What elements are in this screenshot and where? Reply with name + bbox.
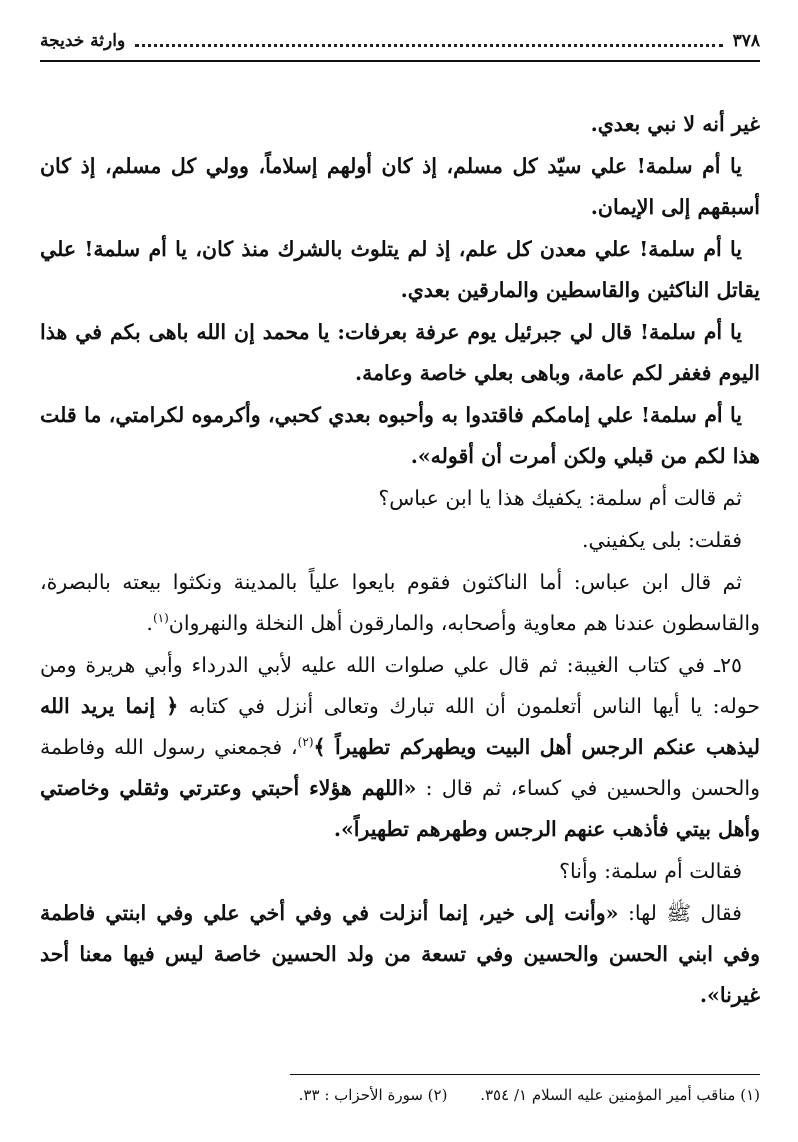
footnote-ref-2[interactable]: (٢) bbox=[297, 735, 314, 750]
header-rule bbox=[40, 60, 760, 62]
page-body bbox=[40, 104, 760, 1017]
paragraph-8: ثم قال ابن عباس: أما الناكثون فقوم بايعوا علياً بالمدينة ونكثوا بيعته بالبصرة، والقاسطون عندنا هم معاوية وأصحابه، والمارقون أهل النخلة والنهروان$^{(١)}$. bbox=[40, 570, 760, 635]
quran-verse: ﴿ إنما يريد الله ليذهب عنكم الرجس أهل البيت ويطهركم تطهيراً ﴾ bbox=[40, 694, 760, 759]
paragraph-11: فقال ﷺ لها: «وأنت إلى خير، إنما أنزلت في وفي أخي علي وفي ابنتي فاطمة وفي ابني الحسن والحسين وفي تسعة من ولد الحسين خاصة ليس فيها معنا أحد غيرنا». bbox=[40, 901, 760, 1007]
paragraph-4: يا أم سلمة! قال لي جبرئيل يوم عرفة بعرفات: يا محمد إن الله باهى بكم في هذا اليوم فغفر لكم عامة، وباهى بعلي خاصة وعامة. bbox=[40, 320, 760, 385]
page-number: ٣٧٨ bbox=[732, 31, 760, 51]
paragraph-9: ٢٥ـ في كتاب الغيبة: ثم قال علي صلوات الله عليه لأبي الدرداء وأبي هريرة ومن حوله: يا أيها الناس أتعلمون أن الله تبارك وتعالى أنزل في كتابه ﴿ إنما يريد الله ليذهب عنكم الرجس أهل البيت ويطهركم تطهيراً ﴾$^{(٢)}$، فجمعني رسول الله وفاطمة والحسن والحسين في كساء، ثم قال : «اللهم هؤلاء أحبتي وعترتي وثقلي وخاصتي وأهل بيتي فأذهب عنهم الرجس وطهرهم تطهيراً». bbox=[40, 653, 760, 841]
paragraph-6: ثم قالت أم سلمة: يكفيك هذا يا ابن عباس؟ bbox=[378, 486, 742, 510]
footnote-2: (٢) سورة الأحزاب : ٣٣. bbox=[298, 1086, 448, 1104]
paragraph-2: يا أم سلمة! علي سيّد كل مسلم، إذ كان أولهم إسلاماً، وولي كل مسلم، إذ كان أسبقهم إلى الإيمان. bbox=[40, 154, 760, 219]
running-title: وارثة خديجة bbox=[40, 31, 126, 51]
running-header bbox=[40, 26, 760, 56]
paragraph-7: فقلت: بلى يكفيني. bbox=[582, 528, 742, 552]
paragraph-3: يا أم سلمة! علي معدن كل علم، إذ لم يتلوث بالشرك منذ كان، يا أم سلمة! علي يقاتل الناكثين والقاسطين والمارقين بعدي. bbox=[40, 237, 760, 302]
book-page bbox=[40, 26, 760, 1116]
footnote-ref-1[interactable]: (١) bbox=[152, 611, 169, 626]
paragraph-1: غير أنه لا نبي بعدي. bbox=[590, 112, 760, 136]
paragraph-5: يا أم سلمة! علي إمامكم فاقتدوا به وأحبوه بعدي كحبي، وأكرموه لكرامتي، ما قلت هذا لكم من قبلي ولكن أمرت أن أقوله». bbox=[40, 403, 760, 468]
footnotes bbox=[40, 1086, 760, 1104]
paragraph-10: فقالت أم سلمة: وأنا؟ bbox=[559, 859, 742, 883]
footnote-1: (١) مناقب أمير المؤمنين عليه السلام ١/ ٣٥٤. bbox=[480, 1086, 760, 1104]
footnote-rule bbox=[290, 1074, 760, 1075]
header-dot-leader bbox=[135, 44, 722, 47]
